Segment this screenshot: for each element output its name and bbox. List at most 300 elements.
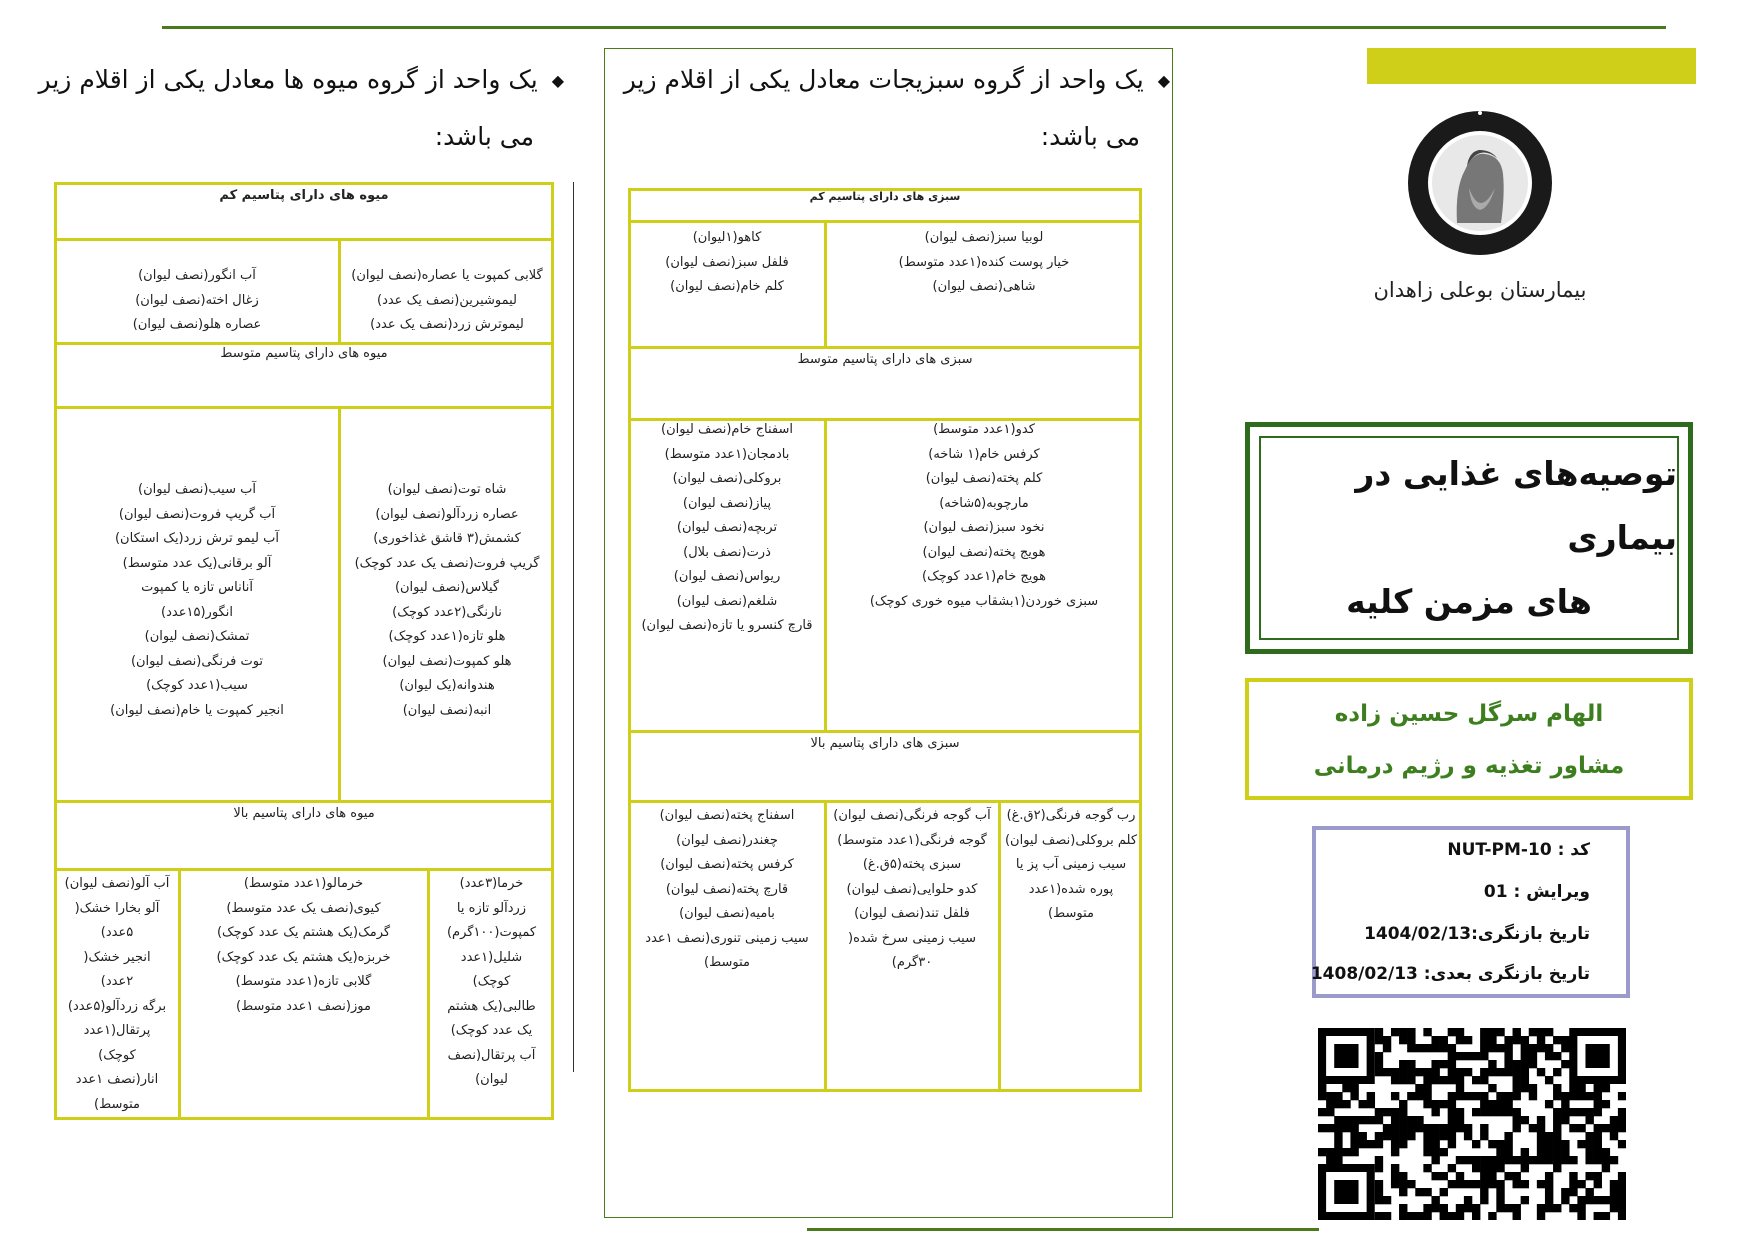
qr-module <box>1577 1108 1585 1116</box>
list-item: یک عدد کوچک) <box>450 1023 533 1038</box>
list-item: بروکلی(نصف لیوان) <box>672 471 782 486</box>
list-item: شاه توت(نصف لیوان) <box>387 482 507 497</box>
qr-module <box>1513 1036 1521 1044</box>
qr-finder <box>1334 1180 1358 1204</box>
qr-module <box>1537 1204 1545 1212</box>
list-item: لیموترش زرد(نصف یک عدد) <box>370 317 524 332</box>
qr-module <box>1545 1044 1553 1052</box>
list-item: کرفس خام(۱ شاخه) <box>928 446 1040 462</box>
bullet-icon: ◆ <box>1157 71 1170 90</box>
qr-module <box>1480 1092 1488 1100</box>
qr-module <box>1561 1100 1569 1108</box>
qr-module <box>1529 1044 1537 1052</box>
qr-module <box>1326 1100 1334 1108</box>
list-item: ۲عدد) <box>100 974 134 989</box>
qr-module <box>1407 1076 1415 1084</box>
list-item: عصاره زردآلو(نصف لیوان) <box>375 506 519 522</box>
qr-module <box>1513 1124 1521 1132</box>
qr-module <box>1464 1132 1472 1140</box>
qr-module <box>1407 1212 1415 1220</box>
qr-module <box>1440 1044 1448 1052</box>
list-item: گوجه فرنگی(۱عدد متوسط) <box>837 832 987 848</box>
qr-module <box>1618 1188 1626 1196</box>
qr-module <box>1504 1036 1512 1044</box>
qr-module <box>1375 1196 1383 1204</box>
qr-module <box>1350 1092 1358 1100</box>
list-item: توت فرنگی(نصف لیوان) <box>130 653 264 669</box>
qr-module <box>1521 1084 1529 1092</box>
fruit-intro-line2: می باشد: <box>434 122 534 151</box>
qr-module <box>1496 1140 1504 1148</box>
list-item: فلفل سبز(نصف لیوان) <box>665 254 789 270</box>
qr-module <box>1496 1188 1504 1196</box>
qr-module <box>1415 1044 1423 1052</box>
qr-module <box>1391 1076 1399 1084</box>
qr-module <box>1504 1132 1512 1140</box>
qr-module <box>1545 1076 1553 1084</box>
qr-module <box>1504 1092 1512 1100</box>
qr-module <box>1545 1132 1553 1140</box>
qr-module <box>1448 1092 1456 1100</box>
list-item: زردآلو تازه یا <box>456 900 527 916</box>
qr-module <box>1326 1092 1334 1100</box>
qr-module <box>1367 1116 1375 1124</box>
qr-module <box>1423 1204 1431 1212</box>
fruit-mid-col-right <box>340 478 554 723</box>
qr-module <box>1585 1092 1593 1100</box>
qr-module <box>1383 1044 1391 1052</box>
list-item: انبه(نصف لیوان) <box>402 702 492 718</box>
qr-module <box>1496 1044 1504 1052</box>
list-item: بامیه(نصف لیوان) <box>679 906 775 921</box>
qr-module <box>1399 1116 1407 1124</box>
list-item: کوچک) <box>98 1047 136 1063</box>
qr-module <box>1545 1180 1553 1188</box>
qr-module <box>1423 1028 1431 1036</box>
qr-module <box>1504 1044 1512 1052</box>
qr-module <box>1464 1052 1472 1060</box>
qr-module <box>1577 1204 1585 1212</box>
qr-module <box>1448 1124 1456 1132</box>
qr-module <box>1480 1108 1488 1116</box>
qr-module <box>1415 1212 1423 1220</box>
qr-module <box>1440 1036 1448 1044</box>
qr-finder <box>1334 1044 1358 1068</box>
qr-module <box>1472 1092 1480 1100</box>
list-item: قارچ کنسرو یا تازه(نصف لیوان) <box>641 618 813 633</box>
qr-finder <box>1585 1044 1609 1068</box>
qr-module <box>1496 1028 1504 1036</box>
qr-module <box>1602 1212 1610 1220</box>
qr-module <box>1610 1188 1618 1196</box>
qr-module <box>1594 1212 1602 1220</box>
list-item: تمشک(نصف لیوان) <box>144 629 250 644</box>
qr-module <box>1594 1084 1602 1092</box>
qr-module <box>1553 1132 1561 1140</box>
qr-module <box>1448 1164 1456 1172</box>
qr-module <box>1431 1140 1439 1148</box>
qr-module <box>1431 1148 1439 1156</box>
qr-module <box>1423 1044 1431 1052</box>
qr-module <box>1464 1068 1472 1076</box>
qr-module <box>1537 1148 1545 1156</box>
qr-module <box>1561 1060 1569 1068</box>
qr-module <box>1513 1212 1521 1220</box>
list-item: آب لیمو ترش زرد(یک استکان) <box>114 531 279 546</box>
qr-module <box>1537 1180 1545 1188</box>
qr-module <box>1464 1180 1472 1188</box>
top-rule <box>162 26 1666 29</box>
qr-module <box>1375 1180 1383 1188</box>
qr-module <box>1407 1068 1415 1076</box>
qr-module <box>1472 1052 1480 1060</box>
qr-module <box>1399 1124 1407 1132</box>
qr-module <box>1456 1108 1464 1116</box>
qr-module <box>1375 1188 1383 1196</box>
list-item: کاهو(۱لیوان) <box>692 230 762 245</box>
qr-module <box>1594 1124 1602 1132</box>
fruit-low-col-left <box>56 264 338 338</box>
qr-module <box>1350 1148 1358 1156</box>
qr-module <box>1448 1076 1456 1084</box>
qr-module <box>1448 1028 1456 1036</box>
qr-module <box>1488 1180 1496 1188</box>
qr-module <box>1553 1164 1561 1172</box>
qr-module <box>1553 1124 1561 1132</box>
qr-module <box>1391 1164 1399 1172</box>
qr-module <box>1342 1084 1350 1092</box>
list-item: خربزه(یک هشتم یک عدد کوچک) <box>216 949 391 965</box>
qr-module <box>1553 1036 1561 1044</box>
qr-module <box>1334 1156 1342 1164</box>
list-item: لیوان) <box>475 1072 508 1087</box>
list-item: پیاز(نصف لیوان) <box>682 495 772 511</box>
qr-module <box>1440 1188 1448 1196</box>
qr-module <box>1513 1156 1521 1164</box>
qr-module <box>1318 1084 1326 1092</box>
qr-module <box>1610 1124 1618 1132</box>
qr-module <box>1529 1028 1537 1036</box>
qr-module <box>1375 1052 1383 1060</box>
qr-module <box>1423 1100 1431 1108</box>
qr-module <box>1407 1116 1415 1124</box>
qr-module <box>1342 1100 1350 1108</box>
qr-module <box>1488 1164 1496 1172</box>
qr-module <box>1342 1124 1350 1132</box>
author-role: مشاور تغذیه و رژیم درمانی <box>1313 753 1625 779</box>
list-item: هلو تازه(۱عدد کوچک) <box>388 629 506 644</box>
list-item: کدو(۱عدد متوسط) <box>933 422 1035 437</box>
qr-module <box>1569 1084 1577 1092</box>
qr-module <box>1448 1140 1456 1148</box>
list-item: چغندر(نصف لیوان) <box>676 832 778 848</box>
qr-module <box>1569 1172 1577 1180</box>
qr-module <box>1480 1036 1488 1044</box>
list-item: گیلاس(نصف لیوان) <box>394 580 500 595</box>
qr-module <box>1423 1092 1431 1100</box>
qr-module <box>1602 1164 1610 1172</box>
qr-module <box>1350 1140 1358 1148</box>
list-item: انار(نصف ۱عدد <box>75 1072 159 1087</box>
fruit-mid-header: میوه های دارای پتاسیم متوسط <box>220 346 388 361</box>
qr-module <box>1456 1124 1464 1132</box>
review-date: تاریخ بازنگری:1404/02/13 <box>1364 924 1590 944</box>
qr-module <box>1431 1132 1439 1140</box>
fruit-high-col-left <box>56 872 178 1117</box>
fruit-panel-divider <box>573 182 574 1072</box>
list-item: گلابی تازه(۱عدد متوسط) <box>235 974 372 989</box>
qr-module <box>1488 1084 1496 1092</box>
veg-mid-col-right <box>826 418 1142 614</box>
qr-module <box>1561 1188 1569 1196</box>
qr-module <box>1383 1108 1391 1116</box>
qr-module <box>1391 1028 1399 1036</box>
qr-module <box>1545 1140 1553 1148</box>
list-item: سیب زمینی سرخ شده( <box>848 930 976 946</box>
list-item: هندوانه(یک لیوان) <box>399 678 495 693</box>
qr-module <box>1488 1044 1496 1052</box>
list-item: انجیر کمپوت یا خام(نصف لیوان) <box>110 702 284 718</box>
qr-module <box>1342 1148 1350 1156</box>
qr-module <box>1464 1036 1472 1044</box>
qr-module <box>1504 1148 1512 1156</box>
qr-module <box>1618 1196 1626 1204</box>
qr-module <box>1359 1140 1367 1148</box>
qr-module <box>1537 1132 1545 1140</box>
qr-module <box>1585 1196 1593 1204</box>
qr-module <box>1504 1100 1512 1108</box>
qr-module <box>1375 1028 1383 1036</box>
list-item: گلابی کمپوت یا عصاره(نصف لیوان) <box>351 268 543 283</box>
list-item: آب آلو(نصف لیوان) <box>64 876 170 891</box>
qr-module <box>1415 1124 1423 1132</box>
qr-module <box>1423 1148 1431 1156</box>
qr-module <box>1391 1092 1399 1100</box>
qr-module <box>1375 1156 1383 1164</box>
qr-module <box>1480 1100 1488 1108</box>
qr-module <box>1521 1068 1529 1076</box>
qr-module <box>1399 1100 1407 1108</box>
qr-module <box>1423 1164 1431 1172</box>
qr-module <box>1350 1124 1358 1132</box>
list-item: لیموشیرین(نصف یک عدد) <box>377 292 517 308</box>
list-item: ریواس(نصف لیوان) <box>673 569 781 584</box>
qr-module <box>1504 1172 1512 1180</box>
qr-module <box>1488 1100 1496 1108</box>
qr-module <box>1618 1204 1626 1212</box>
next-review-date: تاریخ بازنگری بعدی: 1408/02/13 <box>1310 964 1590 984</box>
qr-module <box>1407 1060 1415 1068</box>
qr-module <box>1448 1132 1456 1140</box>
list-item: ۵عدد) <box>100 925 134 940</box>
list-item: مارچوبه(۵شاخه) <box>939 495 1029 511</box>
qr-module <box>1545 1188 1553 1196</box>
qr-module <box>1480 1028 1488 1036</box>
qr-module <box>1561 1036 1569 1044</box>
qr-module <box>1488 1036 1496 1044</box>
qr-module <box>1594 1180 1602 1188</box>
qr-module <box>1496 1180 1504 1188</box>
list-item: گریپ فروت(نصف یک عدد کوچک) <box>354 555 540 571</box>
qr-module <box>1448 1180 1456 1188</box>
qr-module <box>1431 1108 1439 1116</box>
qr-module <box>1456 1116 1464 1124</box>
qr-module <box>1610 1116 1618 1124</box>
qr-module <box>1448 1212 1456 1220</box>
list-item: کیوی(نصف یک عدد متوسط) <box>226 900 381 916</box>
qr-module <box>1326 1124 1334 1132</box>
qr-module <box>1513 1060 1521 1068</box>
qr-module <box>1342 1116 1350 1124</box>
qr-module <box>1553 1084 1561 1092</box>
qr-module <box>1399 1140 1407 1148</box>
qr-module <box>1375 1140 1383 1148</box>
qr-module <box>1440 1148 1448 1156</box>
list-item: خیار پوست کنده(۱عدد متوسط) <box>898 254 1070 270</box>
list-item: آب سیب(نصف لیوان) <box>138 482 256 497</box>
qr-module <box>1585 1188 1593 1196</box>
qr-module <box>1423 1068 1431 1076</box>
list-item: متوسط) <box>1048 906 1094 921</box>
qr-module <box>1496 1164 1504 1172</box>
qr-module <box>1383 1132 1391 1140</box>
list-item: آب پرتقال(نصف <box>447 1047 536 1063</box>
qr-module <box>1472 1164 1480 1172</box>
qr-module <box>1569 1124 1577 1132</box>
qr-module <box>1513 1116 1521 1124</box>
qr-module <box>1521 1036 1529 1044</box>
qr-module <box>1399 1212 1407 1220</box>
qr-module <box>1513 1180 1521 1188</box>
qr-module <box>1407 1092 1415 1100</box>
qr-module <box>1456 1084 1464 1092</box>
qr-module <box>1529 1084 1537 1092</box>
qr-module <box>1440 1124 1448 1132</box>
qr-module <box>1375 1068 1383 1076</box>
list-item: هویج پخته(نصف لیوان) <box>922 544 1046 560</box>
qr-module <box>1431 1124 1439 1132</box>
qr-module <box>1399 1172 1407 1180</box>
qr-module <box>1391 1180 1399 1188</box>
qr-module <box>1553 1068 1561 1076</box>
list-item: اسفناج پخته(نصف لیوان) <box>659 808 795 823</box>
veg-high-col-right <box>1000 804 1142 927</box>
header-yellow-bar <box>1367 48 1696 84</box>
qr-module <box>1569 1180 1577 1188</box>
qr-module <box>1375 1212 1383 1220</box>
qr-module <box>1407 1124 1415 1132</box>
qr-module <box>1431 1060 1439 1068</box>
qr-module <box>1350 1116 1358 1124</box>
list-item: نخود سبز(نصف لیوان) <box>923 520 1045 535</box>
qr-module <box>1561 1044 1569 1052</box>
list-item: کلم پخته(نصف لیوان) <box>925 471 1043 486</box>
qr-module <box>1423 1188 1431 1196</box>
qr-module <box>1334 1100 1342 1108</box>
qr-module <box>1350 1132 1358 1140</box>
qr-module <box>1423 1084 1431 1092</box>
qr-module <box>1577 1140 1585 1148</box>
qr-module <box>1618 1140 1626 1148</box>
qr-module <box>1569 1204 1577 1212</box>
qr-module <box>1407 1028 1415 1036</box>
qr-module <box>1448 1044 1456 1052</box>
qr-module <box>1610 1196 1618 1204</box>
list-item: آب انگور(نصف لیوان) <box>138 268 256 283</box>
qr-module <box>1407 1036 1415 1044</box>
qr-module <box>1513 1092 1521 1100</box>
qr-module <box>1448 1100 1456 1108</box>
fruit-sep <box>54 406 554 409</box>
list-item: برگه زردآلو(۵عدد) <box>67 998 167 1014</box>
fruit-high-col-mid <box>180 872 427 1019</box>
fruit-mid-col-left <box>56 478 338 723</box>
qr-module <box>1585 1116 1593 1124</box>
qr-module <box>1537 1124 1545 1132</box>
qr-module <box>1456 1212 1464 1220</box>
qr-module <box>1618 1172 1626 1180</box>
list-item: پوره شده(۱عدد <box>1028 881 1114 897</box>
qr-module <box>1496 1156 1504 1164</box>
qr-module <box>1610 1156 1618 1164</box>
list-item: شلیل(۱عدد <box>460 949 523 965</box>
list-item: فلفل تند(نصف لیوان) <box>854 906 970 921</box>
qr-module <box>1326 1156 1334 1164</box>
qr-module <box>1521 1052 1529 1060</box>
hospital-logo <box>1405 108 1555 258</box>
qr-module <box>1480 1156 1488 1164</box>
author-box <box>1245 678 1693 800</box>
qr-module <box>1375 1116 1383 1124</box>
qr-module <box>1399 1076 1407 1084</box>
qr-module <box>1399 1188 1407 1196</box>
qr-module <box>1456 1092 1464 1100</box>
qr-module <box>1577 1092 1585 1100</box>
list-item: کشمش(۳ قاشق غذاخوری) <box>373 531 521 546</box>
qr-module <box>1545 1196 1553 1204</box>
qr-module <box>1513 1068 1521 1076</box>
qr-module <box>1383 1036 1391 1044</box>
qr-module <box>1561 1148 1569 1156</box>
qr-module <box>1383 1124 1391 1132</box>
qr-module <box>1415 1068 1423 1076</box>
qr-module <box>1553 1148 1561 1156</box>
qr-module <box>1326 1148 1334 1156</box>
list-item: موز(نصف ۱عدد متوسط) <box>236 998 371 1014</box>
qr-module <box>1415 1188 1423 1196</box>
qr-module <box>1610 1180 1618 1188</box>
qr-module <box>1504 1156 1512 1164</box>
qr-module <box>1431 1204 1439 1212</box>
qr-module <box>1529 1124 1537 1132</box>
qr-module <box>1464 1092 1472 1100</box>
qr-module <box>1585 1172 1593 1180</box>
veg-low-col-left <box>630 226 824 300</box>
qr-module <box>1529 1052 1537 1060</box>
qr-module <box>1545 1204 1553 1212</box>
list-item: کرفس پخته(نصف لیوان) <box>660 857 794 872</box>
document-version: ویرایش : 01 <box>1483 882 1590 902</box>
qr-module <box>1569 1156 1577 1164</box>
veg-sep <box>628 220 1142 223</box>
qr-module <box>1561 1196 1569 1204</box>
qr-module <box>1383 1068 1391 1076</box>
qr-module <box>1521 1156 1529 1164</box>
qr-module <box>1521 1196 1529 1204</box>
list-item: آناناس تازه یا کمپوت <box>141 580 253 595</box>
list-item: نارنگی(۲عدد کوچک) <box>392 604 502 620</box>
list-item: سیب زمینی تنوری(نصف ۱عدد <box>645 930 809 946</box>
